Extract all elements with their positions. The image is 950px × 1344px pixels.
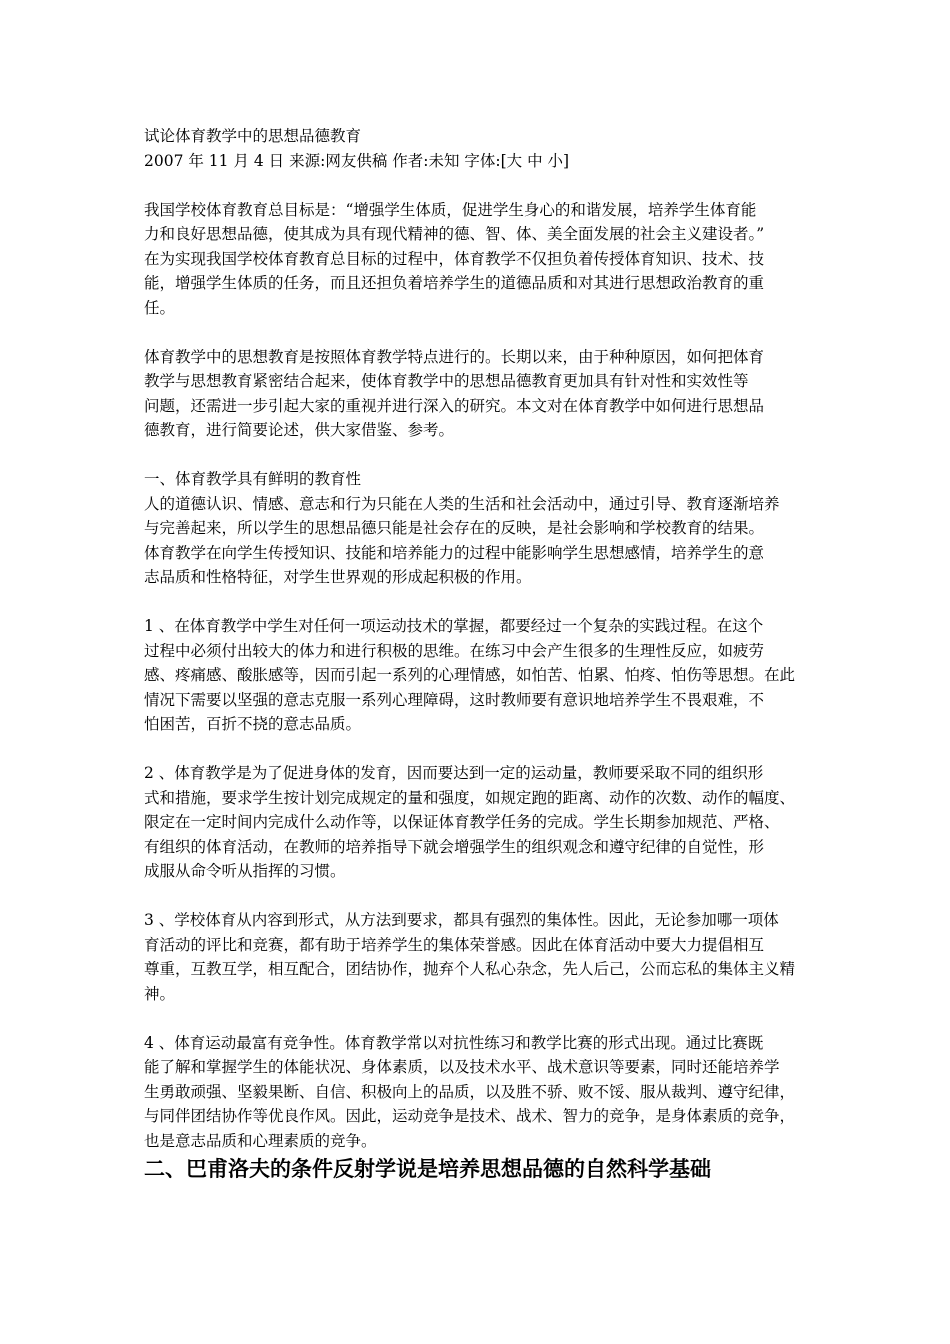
paragraph-line: 人的道德认识、情感、意志和行为只能在人类的生活和社会活动中，通过引导、教育逐渐培养 <box>144 494 780 513</box>
paragraph-line: 能了解和掌握学生的体能状况、身体素质，以及技术水平、战术意识等要素，同时还能培养学 <box>144 1058 780 1076</box>
blank-line <box>144 884 816 909</box>
paragraph-line: 神。 <box>144 984 176 1003</box>
paragraph-line: 能，增强学生体质的任务，而且还担负着培养学生的道德品质和对其进行思想政治教育的重 <box>144 274 765 292</box>
paragraph <box>144 614 816 737</box>
paragraph-line: 过程中必须付出较大的体力和进行积极的思维。在练习中会产生很多的生理性反应，如疲劳 <box>144 641 765 660</box>
paragraph <box>144 198 816 321</box>
paragraph <box>144 345 816 443</box>
paragraph-line: 情况下需要以坚强的意志克服一系列心理障碍，这时教师要有意识地培养学生不畏艰难，不 <box>144 690 765 709</box>
paragraph-line: 德教育，进行简要论述，供大家借鉴、参考。 <box>144 421 455 439</box>
paragraph-line: 4 、体育运动最富有竞争性。体育教学常以对抗性练习和教学比赛的形式出现。通过比赛既 <box>144 1033 764 1052</box>
blank-line <box>144 1006 816 1031</box>
paragraph-line: 我国学校体育教育总目标是：“增强学生体质，促进学生身心的和谐发展，培养学生体育能 <box>144 200 757 219</box>
blank-line <box>144 443 816 468</box>
blank-line <box>144 320 816 345</box>
paragraph <box>144 908 816 1006</box>
paragraph-line: 生勇敢顽强、坚毅果断、自信、积极向上的品质，以及胜不骄、败不馁、服从裁判、遵守纪律， <box>144 1082 796 1101</box>
paragraph <box>144 761 816 884</box>
paragraph-line: 体育教学中的思想教育是按照体育教学特点进行的。长期以来，由于种种原因，如何把体育 <box>144 347 765 366</box>
article-body <box>144 198 816 1154</box>
article-meta: 2007 年 11 月 4 日 来源:网友供稿 作者:未知 字体:[大 中 小] <box>144 151 570 170</box>
paragraph-line: 育活动的评比和竞赛，都有助于培养学生的集体荣誉感。因此在体育活动中要大力提倡相互 <box>144 935 765 954</box>
paragraph-line: 3 、学校体育从内容到形式，从方法到要求，都具有强烈的集体性。因此，无论参加哪一项体 <box>144 911 779 929</box>
section-heading: 二、巴甫洛夫的条件反射学说是培养思想品德的自然科学基础 <box>144 1157 711 1181</box>
paragraph <box>144 467 816 590</box>
paragraph-line: 任。 <box>144 298 176 317</box>
paragraph-line: 志品质和性格特征，对学生世界观的形成起积极的作用。 <box>144 568 532 586</box>
paragraph-line: 有组织的体育活动，在教师的培养指导下就会增强学生的组织观念和遵守纪律的自觉性，形 <box>144 837 765 856</box>
paragraph <box>144 1031 816 1154</box>
paragraph-line: 1 、在体育教学中学生对任何一项运动技术的掌握，都要经过一个复杂的实践过程。在这个 <box>144 617 764 635</box>
paragraph-line: 怕困苦，百折不挠的意志品质。 <box>144 715 362 733</box>
blank-line <box>144 737 816 762</box>
paragraph-line: 与完善起来，所以学生的思想品德只能是社会存在的反映，是社会影响和学校教育的结果。 <box>144 519 765 537</box>
paragraph-line: 与同伴团结协作等优良作风。因此，运动竞争是技术、战术、智力的竞争，是身体素质的竞争， <box>144 1107 796 1125</box>
blank-line <box>144 590 816 615</box>
blank-line <box>144 173 816 198</box>
paragraph-line: 教学与思想教育紧密结合起来，使体育教学中的思想品德教育更加具有针对性和实效性等 <box>144 372 749 390</box>
paragraph-line: 体育教学在向学生传授知识、技能和培养能力的过程中能影响学生思想感情，培养学生的意 <box>144 543 765 562</box>
article-title: 试论体育教学中的思想品德教育 <box>144 127 362 145</box>
paragraph-line: 成服从命令听从指挥的习惯。 <box>144 862 346 880</box>
paragraph-line: 问题，还需进一步引起大家的重视并进行深入的研究。本文对在体育教学中如何进行思想品 <box>144 396 765 415</box>
paragraph-line: 也是意志品质和心理素质的竞争。 <box>144 1131 377 1150</box>
paragraph-line: 一、体育教学具有鲜明的教育性 <box>144 470 362 488</box>
paragraph-line: 在为实现我国学校体育教育总目标的过程中，体育教学不仅担负着传授体育知识、技术、技 <box>144 249 765 268</box>
paragraph-line: 限定在一定时间内完成什么动作等，以保证体育教学任务的完成。学生长期参加规范、严格、 <box>144 813 780 831</box>
paragraph-line: 式和措施，要求学生按计划完成规定的量和强度，如规定跑的距离、动作的次数、动作的幅度、 <box>144 788 796 807</box>
document-page <box>144 124 816 1184</box>
paragraph-line: 感、疼痛感、酸胀感等，因而引起一系列的心理情感，如怕苦、怕累、怕疼、怕伤等思想。在此 <box>144 666 796 684</box>
paragraph-line: 力和良好思想品德，使其成为具有现代精神的德、智、体、美全面发展的社会主义建设者。” <box>144 225 765 243</box>
paragraph-line: 2 、体育教学是为了促进身体的发育，因而要达到一定的运动量，教师要采取不同的组织形 <box>144 764 764 782</box>
paragraph-line: 尊重，互教互学，相互配合，团结协作，抛弃个人私心杂念，先人后己，公而忘私的集体主义精 <box>144 960 796 978</box>
